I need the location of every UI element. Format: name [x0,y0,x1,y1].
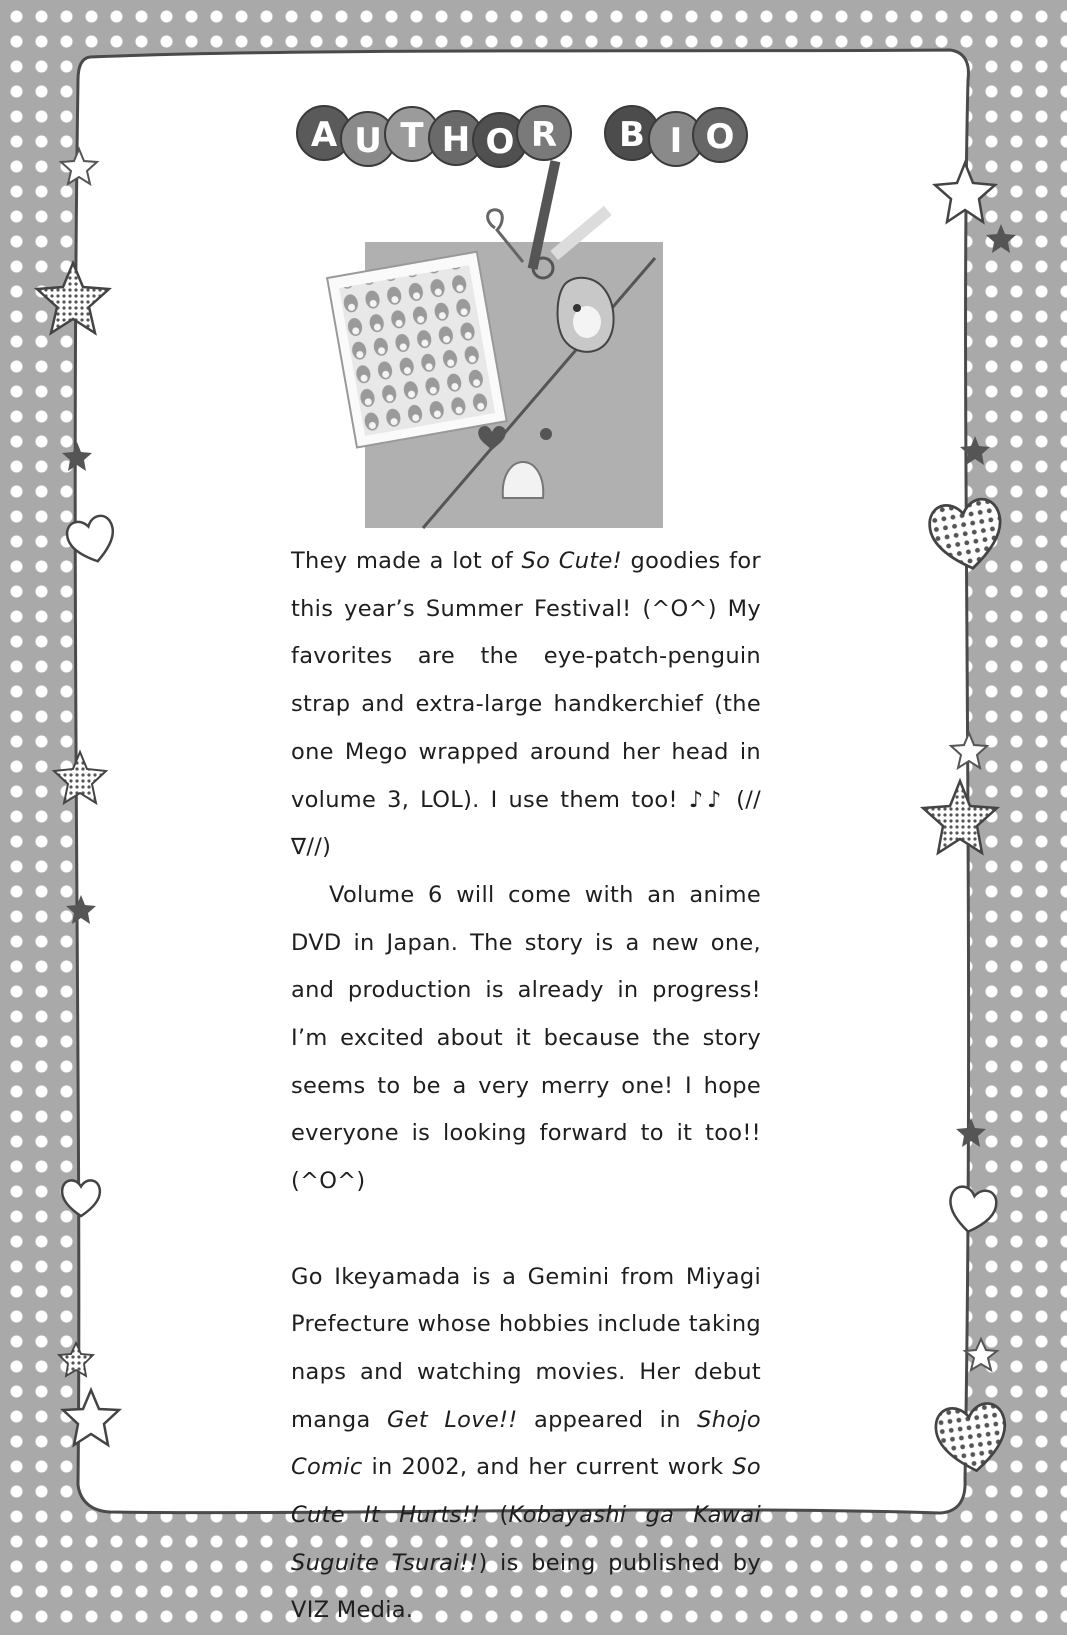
magazine-title: Shojo Comic [291,1406,761,1481]
title-letter: O [472,112,528,168]
series-title: Get Love!! [386,1406,518,1433]
polka-star-icon [50,748,110,808]
bio-paragraph: Go Ikeyamada is a Gemini from Miyagi Prefecture whose hobbies include taking naps and watching movies. Her debut manga Get Love!! appeared in Shojo Comic in 2002, and her current work So Cute It Hurts!! (Kobayashi ga Kawai Suguite Tsurai!!) is being published by VIZ Media. [291,1263,761,1624]
bio-paragraph: Volume 6 will come with an anime DVD in Japan. The story is a new one, and production is already in progress! I’m excited about it because the story seems to be a very merry one! I hope everyone is looking forward to it too!! (^O^) [291,881,761,1195]
dark-star-icon [958,434,992,468]
star-outline-icon [58,146,100,188]
title-letter: U [340,111,396,167]
polka-star-icon [32,258,114,340]
dark-star-icon [984,222,1018,256]
star-outline-icon [930,158,1000,228]
polka-star-icon [56,1340,96,1380]
title-letter: O [692,107,748,163]
bio-text [291,538,761,1635]
star-outline-icon [58,1385,124,1451]
bio-paragraph: They made a lot of So Cute! goodies for this year’s Summer Festival! (^O^) My favorites are the eye-patch-penguin strap and extra-large handkerchief (the one Mego wrapped around her head in volume 3, LOL). I use them too! ♪♪ (//∇//) [291,548,761,861]
title-letter: A [296,105,352,161]
series-title: So Cute It Hurts!! [291,1454,761,1529]
handkerchief [327,252,507,448]
polka-heart-icon [922,492,1012,578]
title-letter: H [428,110,484,166]
series-title: So Cute! [521,548,622,574]
polka-heart-icon [930,1390,1014,1486]
title-letter: I [648,111,704,167]
title-letter: T [384,106,440,162]
heart-outline-icon [64,512,120,568]
star-outline-icon [948,730,990,772]
dark-star-icon [60,440,94,474]
series-title: Kobayashi ga Kawai Suguite Tsurai!! [291,1502,761,1576]
heart-outline-icon [58,1175,104,1221]
dark-star-icon [64,893,98,927]
dark-star-icon [954,1116,988,1150]
title-letter: R [516,105,572,161]
title-letter: B [604,105,660,161]
goodies-photo [325,158,687,530]
polka-star-icon [918,776,1002,860]
heart-outline-icon [944,1182,1000,1238]
spacer [291,1206,761,1254]
star-outline-icon [962,1336,1000,1374]
